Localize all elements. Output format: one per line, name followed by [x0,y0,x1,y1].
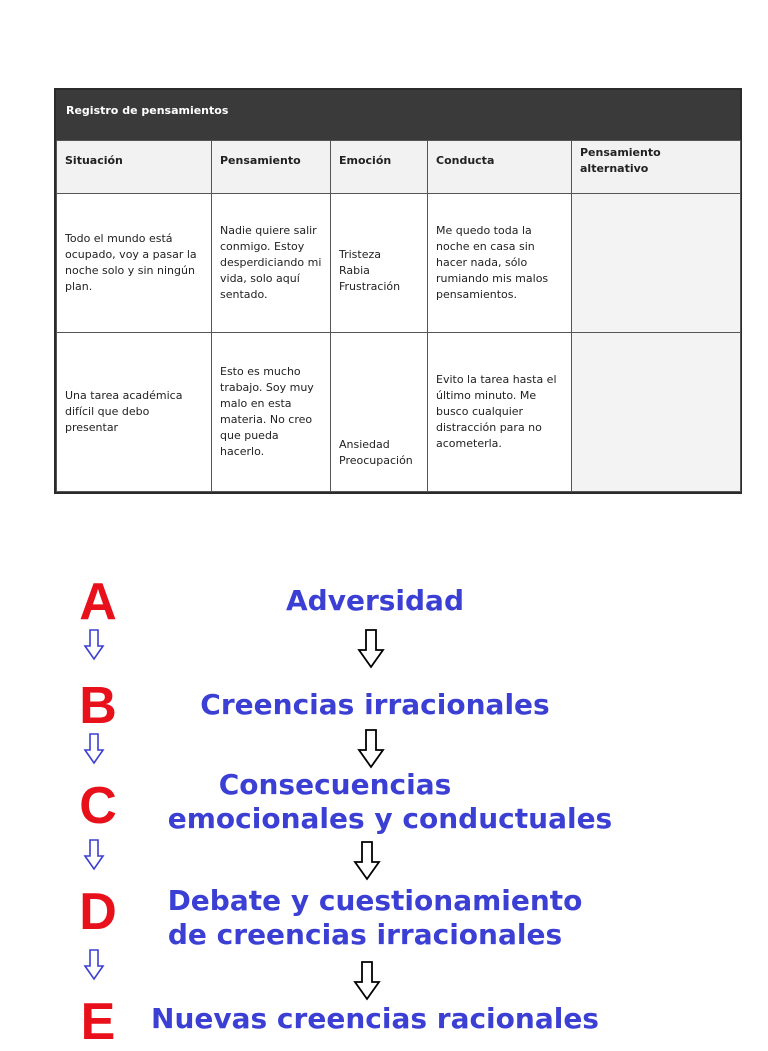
table-header-row [57,141,741,194]
table-title: Registro de pensamientos [56,90,740,140]
thought-record-grid [56,140,741,492]
cell-pensamiento-alternativo [572,333,741,492]
emocion-item: Preocupación [339,454,413,467]
letter-b: B [79,677,117,735]
step-nuevas-creencias [120,1002,630,1036]
letter-d: D [79,883,117,941]
step-creencias-irracionales [120,688,630,722]
cell-conducta: Evito la tarea hasta el último minuto. Me busco cualquier distracción para no acometerla. [428,333,572,492]
step-line: Nuevas creencias racionales [151,1002,599,1035]
table-row [57,333,741,492]
cell-conducta: Me quedo toda la noche en casa sin hacer nada, sólo rumiando mis malos pensamientos. [428,194,572,333]
emocion-item: Rabia [339,264,370,277]
step-debate [120,884,630,952]
letter-c: C [79,777,117,835]
thought-record-table [54,88,742,494]
cell-situacion: Todo el mundo está ocupado, voy a pasar la noche solo y sin ningún plan. [57,194,212,333]
step-line: Debate y cuestionamiento [167,884,583,917]
emocion-item: Tristeza [339,248,382,261]
cell-pensamiento: Nadie quiere salir conmigo. Estoy desperdiciando mi vida, solo aquí sentado. [212,194,331,333]
emocion-item: Frustración [339,280,401,293]
down-arrow-icon [357,628,385,670]
down-arrow-icon [83,948,105,982]
step-line: Creencias irracionales [200,688,550,721]
table-row [57,194,741,333]
down-arrow-icon [83,838,105,872]
down-arrow-icon [83,732,105,766]
letter-a: A [79,573,117,631]
cell-situacion: Una tarea académica difícil que debo presentar [57,333,212,492]
step-consecuencias [120,768,630,836]
step-line: Consecuencias [218,768,452,801]
letter-e: E [80,993,116,1051]
step-line: de creencias irracionales [167,918,563,951]
header-conducta: Conducta [428,141,572,194]
step-line: emocionales y conductuales [167,802,613,835]
cell-emocion [331,333,428,492]
step-line: Adversidad [285,584,464,617]
down-arrow-icon [353,960,381,1002]
down-arrow-icon [83,628,105,662]
down-arrow-icon [353,840,381,882]
emocion-item: Ansiedad [339,438,390,451]
step-adversidad [120,584,630,618]
header-situacion: Situación [57,141,212,194]
down-arrow-icon [357,728,385,770]
header-pensamiento-alternativo: Pensamiento alternativo [572,141,741,194]
header-pensamiento: Pensamiento [212,141,331,194]
cell-emocion [331,194,428,333]
cell-pensamiento-alternativo [572,194,741,333]
cell-pensamiento: Esto es mucho trabajo. Soy muy malo en esta materia. No creo que pueda hacerlo. [212,333,331,492]
header-emocion: Emoción [331,141,428,194]
